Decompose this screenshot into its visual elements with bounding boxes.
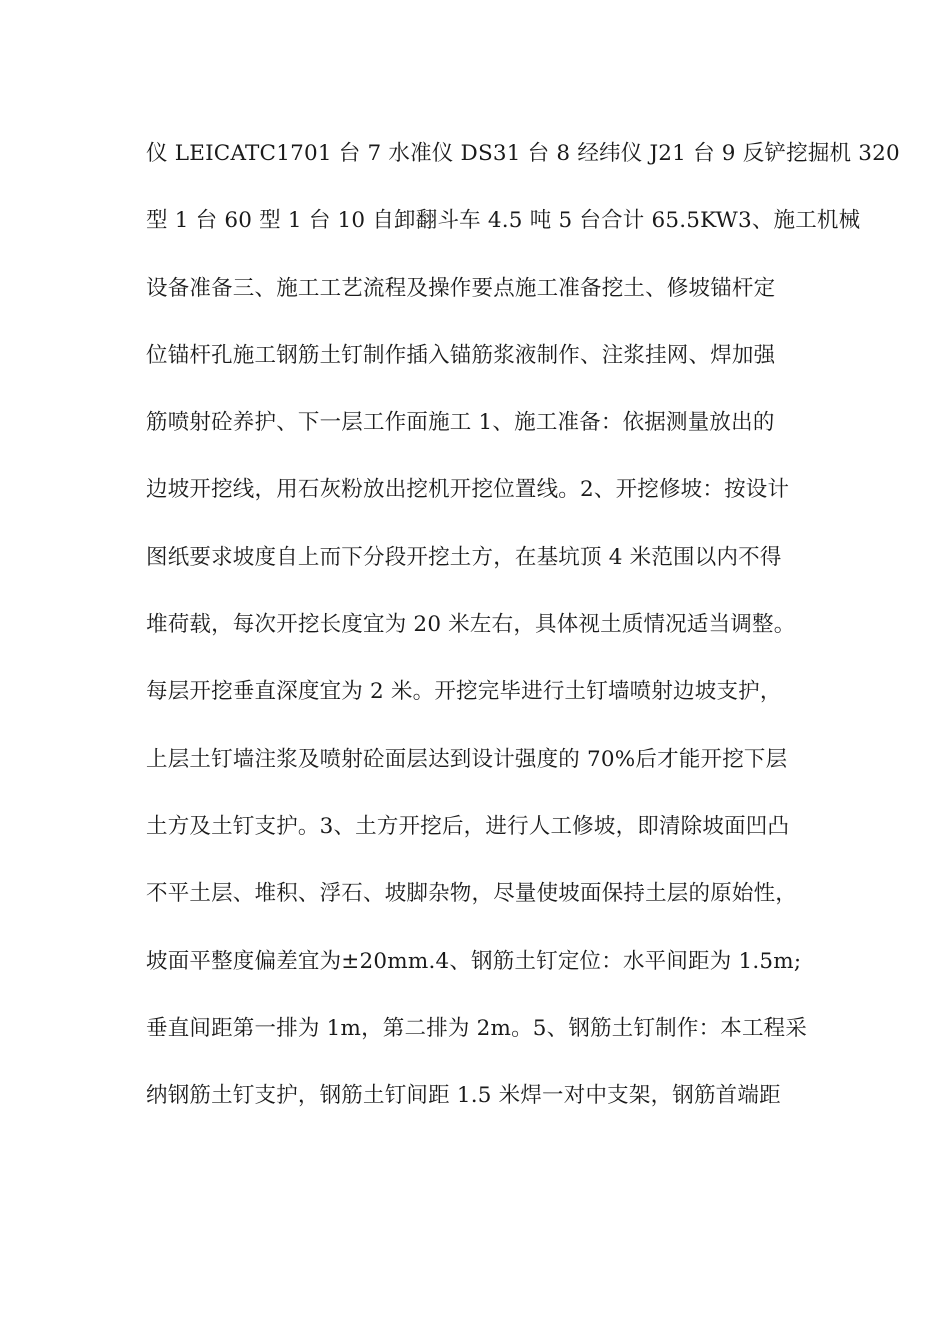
text-line-15: 纳钢筋土钉支护，钢筋土钉间距 1.5 米焊一对中支架，钢筋首端距 <box>146 1083 781 1109</box>
text-line-3: 设备准备三、施工工艺流程及操作要点施工准备挖土、修坡锚杆定 <box>146 275 776 301</box>
text-line-10: 上层土钉墙注浆及喷射砼面层达到设计强度的 70%后才能开挖下层 <box>146 746 788 772</box>
text-line-13: 坡面平整度偏差宜为±20mm.4、钢筋土钉定位：水平间距为 1.5m; <box>146 948 802 974</box>
text-line-9: 每层开挖垂直深度宜为 2 米。开挖完毕进行土钉墙喷射边坡支护， <box>146 679 782 705</box>
text-line-14: 垂直间距第一排为 1m，第二排为 2m。5、钢筋土钉制作：本工程采 <box>146 1015 808 1041</box>
text-line-2: 型 1 台 60 型 1 台 10 自卸翻斗车 4.5 吨 5 台合计 65.5KW3、施工机械 <box>146 208 861 234</box>
text-line-4: 位锚杆孔施工钢筋土钉制作插入锚筋浆液制作、注浆挂网、焊加强 <box>146 342 776 368</box>
text-line-12: 不平土层、堆积、浮石、坡脚杂物，尽量使坡面保持土层的原始性， <box>146 881 798 907</box>
text-line-7: 图纸要求坡度自上而下分段开挖土方，在基坑顶 4 米范围以内不得 <box>146 544 782 570</box>
text-line-11: 土方及土钉支护。3、土方开挖后，进行人工修坡，即清除坡面凹凸 <box>146 813 790 839</box>
document-body <box>146 134 900 1143</box>
text-line-8: 堆荷载，每次开挖长度宜为 20 米左右，具体视土质情况适当调整。 <box>146 612 796 638</box>
text-line-5: 筋喷射砼养护、下一层工作面施工 1、施工准备：依据测量放出的 <box>146 410 775 436</box>
text-line-1: 仪 LEICATC1701 台 7 水准仪 DS31 台 8 经纬仪 J21 台 9 反铲挖掘机 320 <box>146 141 900 166</box>
text-line-6: 边坡开挖线，用石灰粉放出挖机开挖位置线。2、开挖修坡：按设计 <box>146 477 790 503</box>
